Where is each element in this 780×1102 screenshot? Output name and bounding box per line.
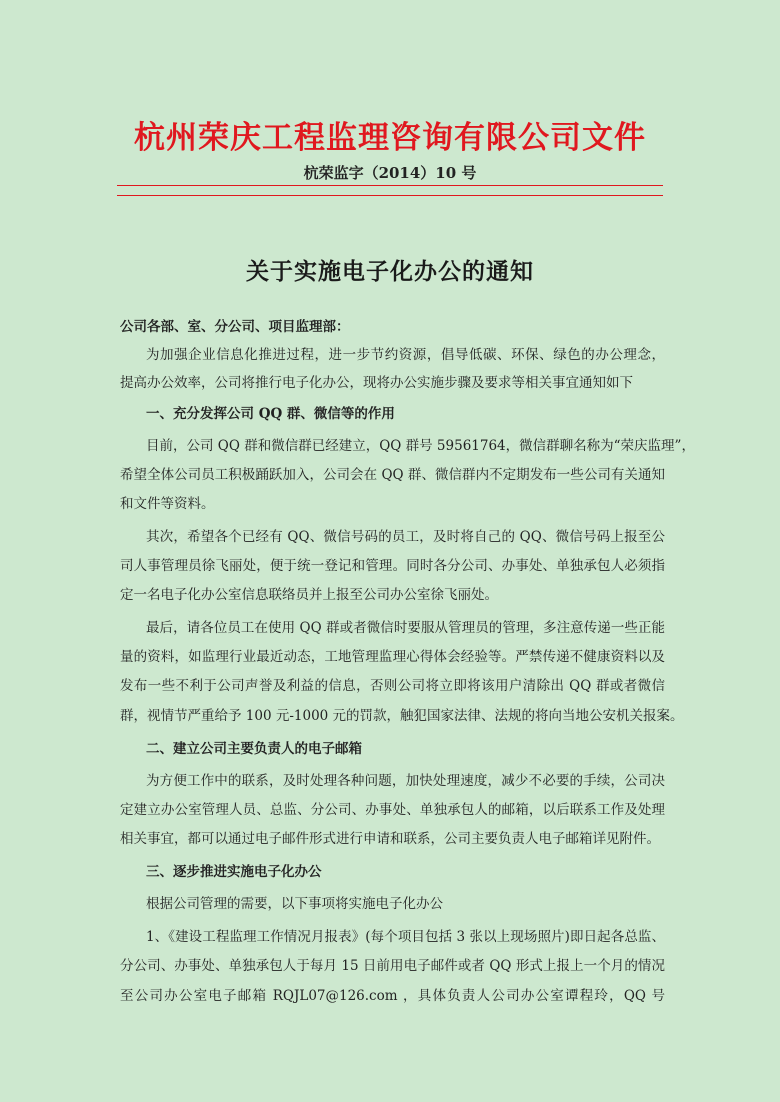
header-divider-top [117, 185, 663, 186]
section2-heading: 二、建立公司主要负责人的电子邮箱 [146, 741, 362, 757]
section1-para1-line-3: 和文件等资料。 [120, 496, 215, 512]
section2-para1-line-1: 为方便工作中的联系，及时处理各种问题，加快处理速度，减少不必要的手续，公司决 [146, 773, 665, 789]
section1-para2-line-3: 定一名电子化办公室信息联络员并上报至公司办公室徐飞丽处。 [120, 587, 498, 603]
section1-heading: 一、充分发挥公司 QQ 群、微信等的作用 [146, 406, 395, 422]
section3-heading: 三、逐步推进实施电子化办公 [146, 864, 322, 880]
section1-para3-line-3: 发布一些不利于公司声誉及利益的信息，否则公司将立即将该用户清除出 QQ 群或者微信 [120, 678, 665, 694]
section1-para1-line-2: 希望全体公司员工积极踊跃加入，公司会在 QQ 群、微信群内不定期发布一些公司有关通知 [120, 467, 665, 483]
doc-number: 杭荣监字（2014）10 号 [303, 164, 477, 182]
section3-item1-line-2: 分公司、办事处、单独承包人于每月 15 日前用电子邮件或者 QQ 形式上报上一个月的情况 [120, 958, 665, 974]
section3-para1-line-1: 根据公司管理的需要，以下事项将实施电子化办公 [146, 896, 443, 912]
section1-para1-line-1: 目前，公司 QQ 群和微信群已经建立，QQ 群号 59561764，微信群聊名称为“荣庆监理”， [146, 438, 695, 454]
notice-title: 关于实施电子化办公的通知 [246, 258, 534, 285]
section3-item1-line-1: 1、《建设工程监理工作情况月报表》(每个项目包括 3 张以上现场照片)即日起各总监、 [146, 929, 665, 945]
section3-item1-line-3: 至公司办公室电子邮箱 RQJL07@126.com ，具体负责人公司办公室谭程玲，QQ 号 [120, 988, 665, 1004]
section1-para2-line-2: 司人事管理员徐飞丽处，便于统一登记和管理。同时各分公司、办事处、单独承包人必须指 [120, 558, 665, 574]
section1-para2-line-1: 其次，希望各个已经有 QQ、微信号码的员工，及时将自己的 QQ、微信号码上报至公 [146, 529, 665, 545]
header-divider-bottom [117, 195, 663, 196]
org-title: 杭州荣庆工程监理咨询有限公司文件 [134, 120, 646, 156]
section2-para1-line-3: 相关事宜，都可以通过电子邮件形式进行申请和联系，公司主要负责人电子邮箱详见附件。 [120, 831, 660, 847]
intro-line-1: 为加强企业信息化推进过程，进一步节约资源，倡导低碳、环保、绿色的办公理念， [146, 347, 665, 363]
salutation: 公司各部、室、分公司、项目监理部： [120, 319, 350, 335]
section1-para3-line-1: 最后，请各位员工在使用 QQ 群或者微信时要服从管理员的管理，多注意传递一些正能 [146, 620, 665, 636]
section1-para3-line-4: 群，视情节严重给予 100 元-1000 元的罚款，触犯国家法律、法规的将向当地公安机关报案。 [120, 708, 684, 724]
section1-para3-line-2: 量的资料，如监理行业最近动态，工地管理监理心得体会经验等。严禁传递不健康资料以及 [120, 649, 665, 665]
intro-line-2: 提高办公效率，公司将推行电子化办公，现将办公实施步骤及要求等相关事宜通知如下 [120, 375, 633, 391]
section2-para1-line-2: 定建立办公室管理人员、总监、分公司、办事处、单独承包人的邮箱，以后联系工作及处理 [120, 802, 665, 818]
